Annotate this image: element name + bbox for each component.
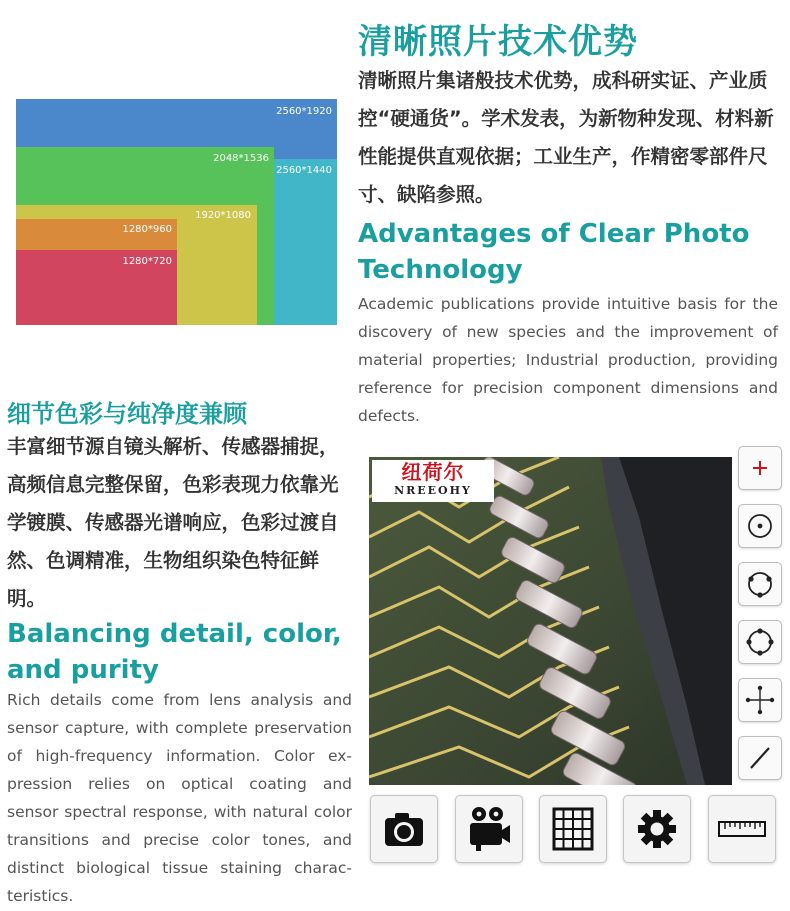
detail-body-cn: 丰富细节源自镜头解析、传感器捕捉，高频信息完整保留，色彩表现力依靠光学镀膜、传感器光谱响应，色彩过渡自然、色调精准，生物组织染色特征鲜明。 [7,435,339,610]
section-title-en: Advantages of Clear Photo Technology [358,219,750,285]
resolution-label: 2560*1920 [276,106,332,117]
perpendicular-tool-button[interactable] [738,678,782,722]
crosshair-icon [739,447,781,489]
resolution-block-1280x720 [16,250,177,325]
record-video-button[interactable] [455,795,523,863]
detail-body-en: Rich details come from lens analysis and sensor capture, with complete preservation of high-frequency information. Color ex-pression relies on optical coating and sensor spectral response, with natural color transitions and precise color tones, and distinct biological tissue staining charac-teristics. [7,691,352,905]
circle-three-point-icon [739,563,781,605]
settings-button[interactable] [623,795,691,863]
ruler-icon [709,796,775,862]
camera-icon [371,796,437,862]
circle-three-point-tool-button[interactable] [738,562,782,606]
circle-four-point-icon [739,621,781,663]
detail-title-en: Balancing detail, color, and purity [7,619,342,685]
resolution-label: 1920*1080 [195,210,251,221]
grid-overlay-button[interactable] [539,795,607,863]
resolution-label: 1280*720 [122,256,172,267]
resolution-label: 2560*1440 [276,165,332,176]
section-body-cn: 清晰照片集诸般技术优势，成科研实证、产业质控“硬通货”。学术发表，为新物种发现、材料新性能提供直观依据；工业生产，作精密零部件尺寸、缺陷参照。 [358,69,774,206]
ruler-measure-button[interactable] [708,795,776,863]
video-camera-icon [456,796,522,862]
detail-title-cn: 细节色彩与纯净度兼顾 [7,400,247,428]
crosshair-tool-button[interactable] [738,446,782,490]
settings-gear-icon [624,796,690,862]
line-icon [739,737,781,779]
microscope-image [369,457,732,785]
circuit-board-photo [369,457,732,785]
section-body-en: Academic publications provide intuitive basis for the discovery of new species and the improvement of material properties; Industrial production, providing reference for precision component dimensions and defects. [358,295,778,425]
circle-four-point-tool-button[interactable] [738,620,782,664]
capture-photo-button[interactable] [370,795,438,863]
circle-center-tool-button[interactable] [738,504,782,548]
grid-icon [540,796,606,862]
resolution-label: 2048*1536 [213,153,269,164]
brand-logo [372,460,494,502]
perpendicular-lines-icon [739,679,781,721]
brand-logo-cn: 纽荷尔 [401,460,465,484]
line-tool-button[interactable] [738,736,782,780]
section-title-cn: 清晰照片技术优势 [358,22,638,62]
circle-center-icon [739,505,781,547]
brand-logo-en: NREEOHY [394,484,472,497]
resolution-label: 1280*960 [122,224,172,235]
